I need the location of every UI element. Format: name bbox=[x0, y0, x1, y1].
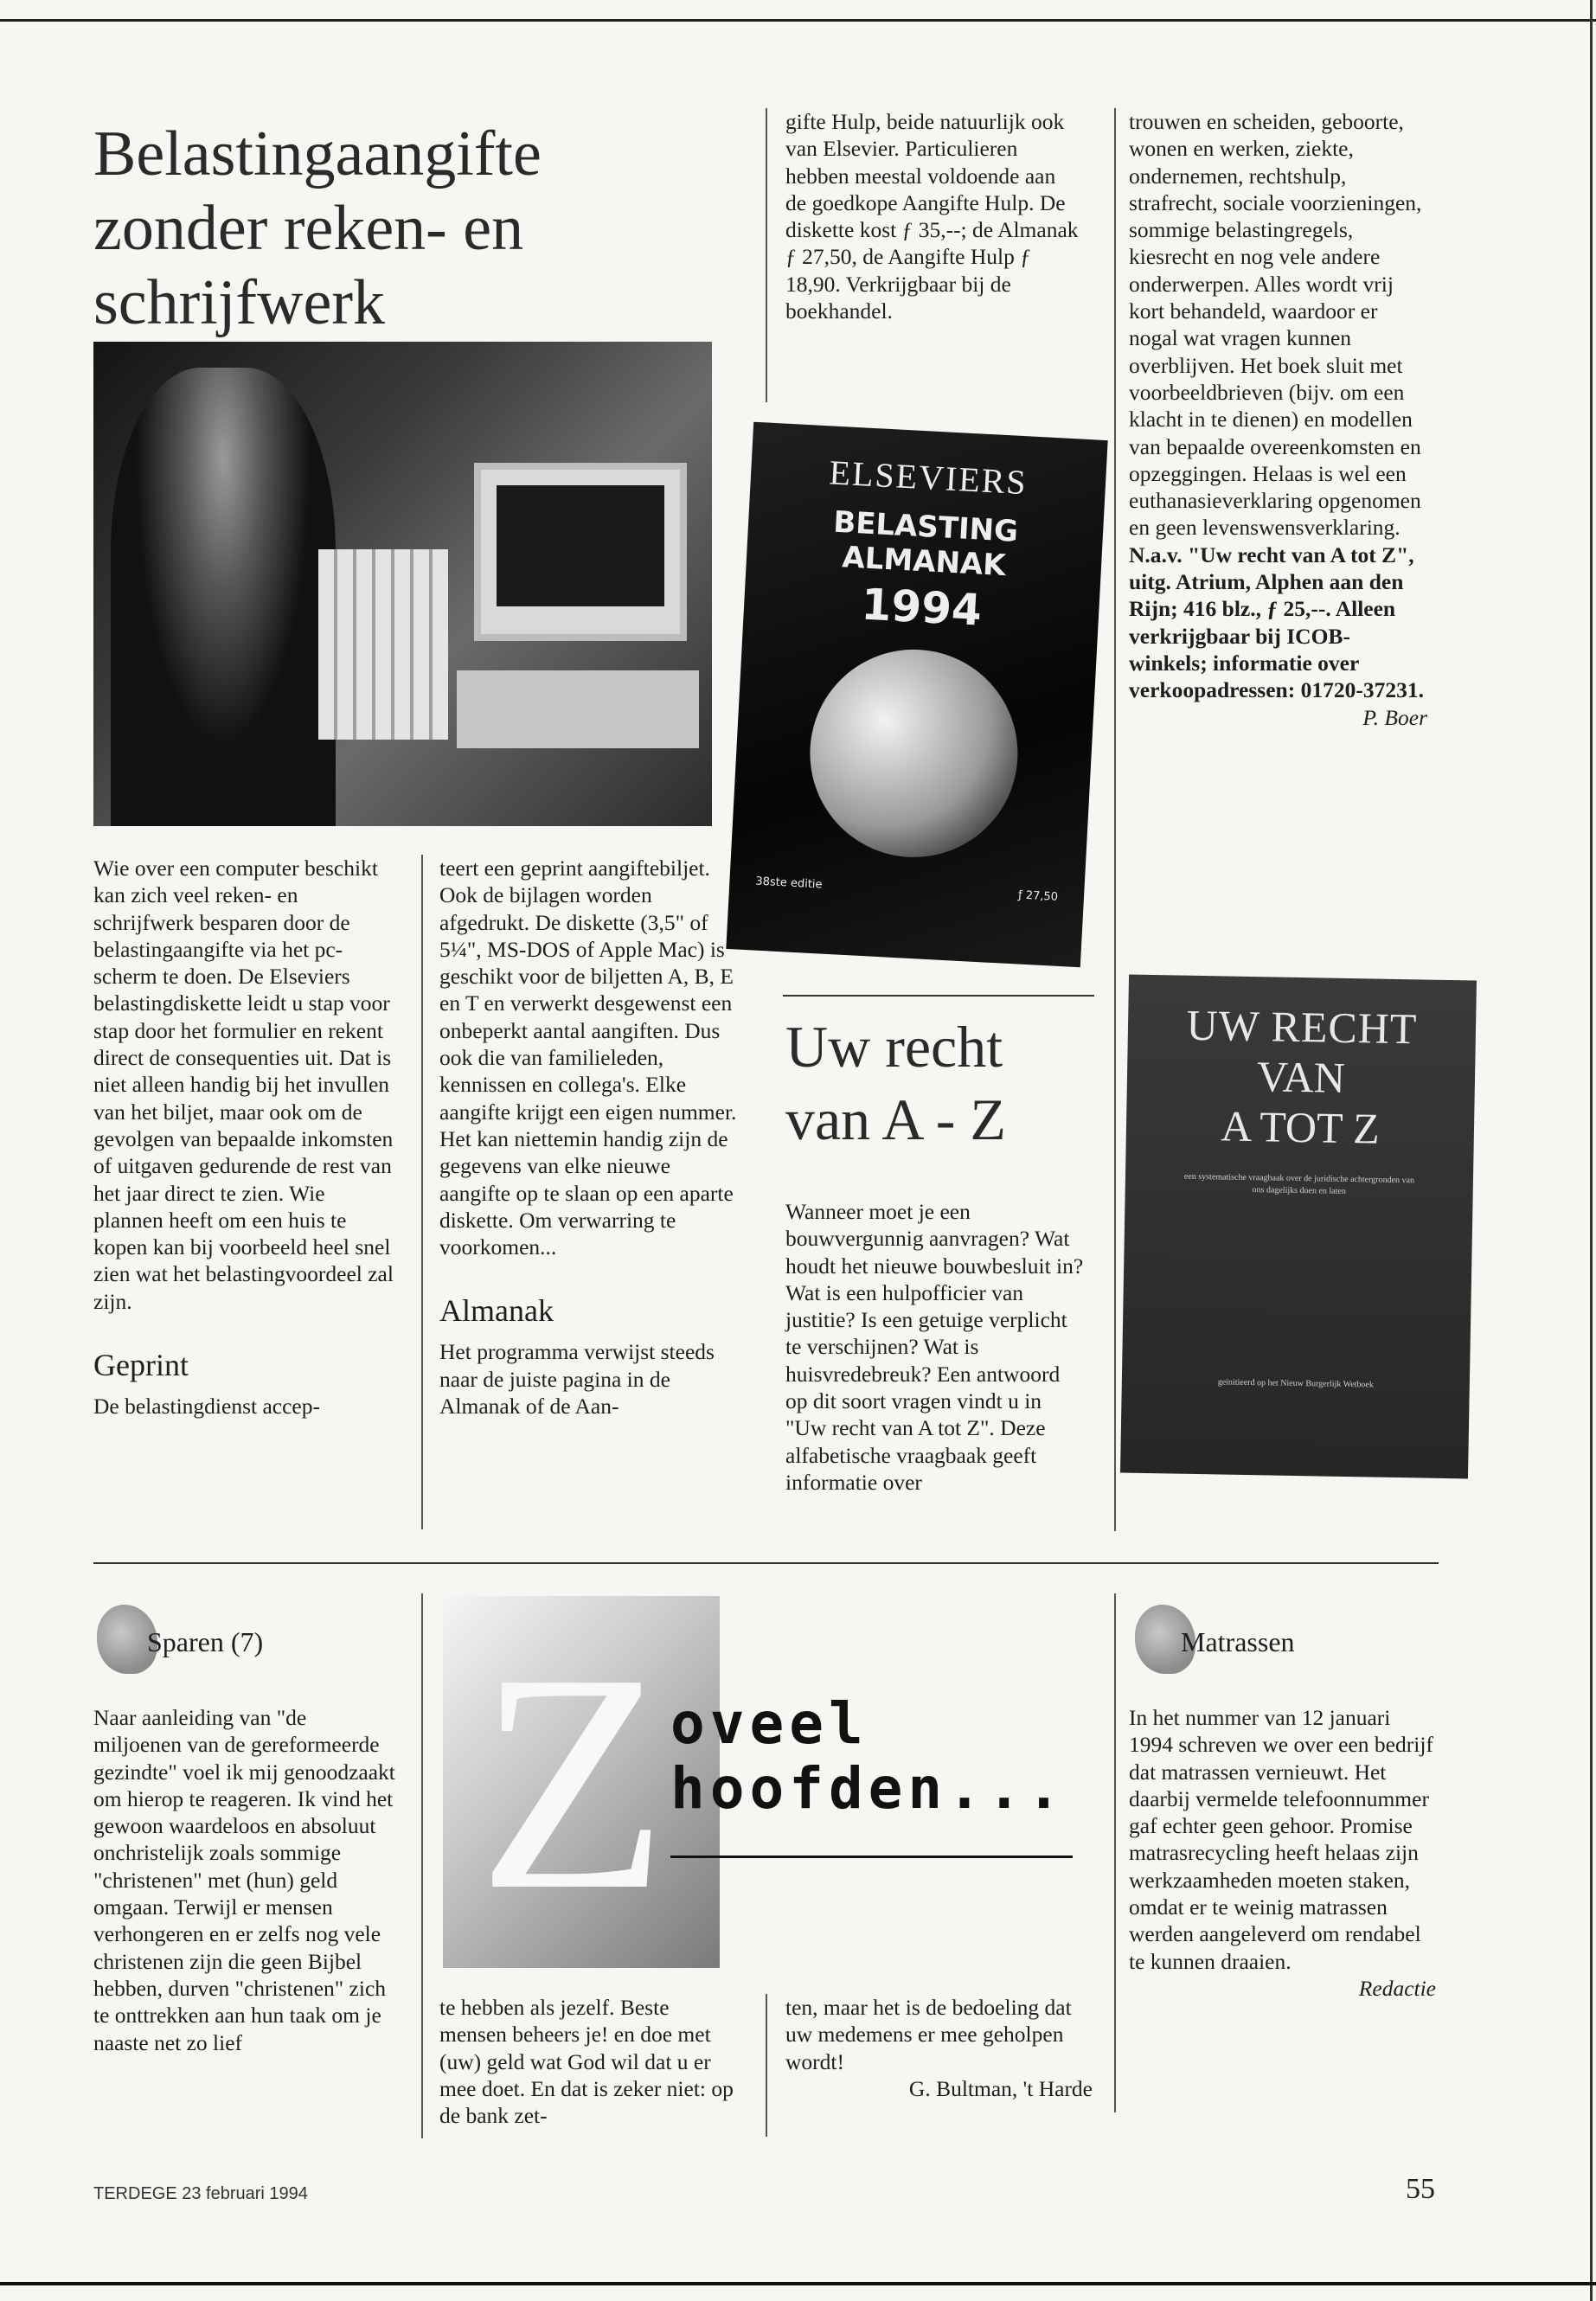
book-price: ƒ 27,50 bbox=[1017, 888, 1059, 904]
article-text: gifte Hulp, beide natuurlijk ook van Elsevier. Particulieren hebben meestal voldoende aan de goedkope Aangifte Hulp. De diskette kost ƒ 35,--; de Almanak ƒ 27,50, de Aangifte Hulp ƒ 18,90. Verkrijgbaar bij de boekhandel. bbox=[785, 109, 1079, 324]
article-column-4 bbox=[785, 1198, 1084, 1496]
book-publisher: ELSEVIERS bbox=[828, 452, 1029, 503]
article-text: teert een geprint aangiftebiljet. Ook de bijlagen worden afgedrukt. De diskette (3,5" of 5¼", MS-DOS of Apple Mac) is geschikt voor de biljetten A, B, E en T en verwerkt desgewenst een onbeperkt aantal aangiften. Dus ook die van familieleden, kennissen en collega's. Elke aangifte krijgt een eigen nummer. Het kan niettemin handig zijn de gegevens van elke nieuwe aangifte op te slaan op een aparte diskette. Om verwarring te voorkomen... bbox=[439, 856, 737, 1260]
letter-column-1 bbox=[93, 1704, 396, 2056]
letter-title: Matrassen bbox=[1181, 1626, 1295, 1657]
article-title: Uw recht van A - Z bbox=[785, 1014, 1006, 1152]
article-title: Belastingaangifte zonder reken- en schrijfwerk bbox=[93, 119, 542, 338]
computer-case-shape bbox=[457, 670, 699, 748]
book-subtitle: een systematische vraagbaak over de juridische achtergronden van ons dagelijks doen en laten bbox=[1183, 1171, 1415, 1196]
book-edition: 38ste editie bbox=[755, 875, 823, 892]
almanak-book-cover bbox=[726, 422, 1107, 968]
letter-column-4 bbox=[1129, 1704, 1436, 2002]
author-signature: P. Boer bbox=[1362, 704, 1427, 730]
letter-column-2 bbox=[439, 1994, 738, 2129]
letter-signature: G. Bultman, 't Harde bbox=[908, 2075, 1093, 2101]
article-column-5 bbox=[1129, 108, 1427, 731]
column-divider bbox=[421, 1593, 423, 2138]
footer-publication: TERDEGE 23 februari 1994 bbox=[93, 2184, 308, 2203]
book-title-line-3: A TOT Z bbox=[1220, 1101, 1381, 1153]
book-title-line-2: VAN bbox=[1256, 1052, 1346, 1102]
book-year: 1994 bbox=[860, 579, 984, 636]
letter-title: Sparen (7) bbox=[147, 1626, 264, 1657]
person-silhouette bbox=[111, 368, 336, 826]
letter-column-3 bbox=[785, 1994, 1093, 2102]
article-column-3 bbox=[785, 108, 1080, 324]
column-divider bbox=[421, 855, 423, 1529]
article-text: De belastingdienst accep- bbox=[93, 1394, 320, 1420]
computer-user-photo bbox=[93, 342, 712, 826]
books-shape bbox=[318, 549, 448, 740]
article-column-2 bbox=[439, 855, 738, 1420]
letter-text: te hebben als jezelf. Beste mensen beheers je! en doe met (uw) geld wat God wil dat u er mee doet. En dat is zeker niet: op de bank zet- bbox=[439, 1995, 734, 2129]
subheading-almanak: Almanak bbox=[439, 1293, 554, 1329]
column-divider bbox=[766, 108, 767, 402]
bottom-border bbox=[0, 2282, 1596, 2285]
section-rule bbox=[783, 995, 1094, 997]
article-text: Het programma verwijst steeds naar de juiste pagina in de Almanak of de Aan- bbox=[439, 1339, 715, 1420]
book-info: N.a.v. "Uw recht van A tot Z", uitg. Atrium, Alphen aan den Rijn; 416 blz., ƒ 25,--. Alleen verkrijgbaar bij ICOB-winkels; informatie over verkoopadressen: 01720-37231. bbox=[1129, 542, 1424, 703]
top-border bbox=[0, 19, 1596, 22]
letter-signature: Redactie bbox=[1358, 1975, 1436, 2001]
article-text: Wanneer moet je een bouwvergunnig aanvragen? Wat houdt het nieuwe bouwbesluit in? Wat is een hulpofficier van justitie? Is een getuige verplicht te verschijnen? Wat is huisvredebreuk? Een antwoord op dit soort vragen vindt u in "Uw recht van A tot Z". Deze alfabetische vraagbaak geeft informatie over bbox=[785, 1199, 1084, 1495]
zoveel-heading-line-1: oveel bbox=[670, 1690, 869, 1757]
right-border bbox=[1590, 0, 1593, 2301]
article-column-1 bbox=[93, 855, 396, 1420]
heading-underline bbox=[670, 1856, 1073, 1858]
coin-image bbox=[804, 644, 1022, 862]
z-letter: Z bbox=[478, 1609, 668, 1954]
letter-text: ten, maar het is de bedoeling dat uw medemens er mee geholpen wordt! bbox=[785, 1995, 1072, 2074]
column-divider bbox=[1114, 1593, 1116, 2112]
book-title-line-1: UW RECHT bbox=[1186, 1000, 1418, 1054]
column-divider bbox=[1114, 108, 1116, 1531]
column-divider bbox=[766, 1994, 767, 2137]
subheading-geprint: Geprint bbox=[93, 1348, 189, 1383]
book-title: BELASTING ALMANAK bbox=[832, 504, 1019, 584]
page-number: 55 bbox=[1406, 2173, 1435, 2205]
book-bottom-text: geïnitieerd op het Nieuw Burgerlijk Wetboek bbox=[1217, 1377, 1374, 1390]
zoveel-heading-line-2: hoofden... bbox=[670, 1755, 1067, 1822]
monitor-shape bbox=[474, 463, 687, 641]
letter-text: Naar aanleiding van "de miljoenen van de gereformeerde gezindte" voel ik mij genoodzaakt om hierop te reageren. Ik vind het gewoon waardeloos en absoluut onchristelijk zoals sommige "christenen" met (hun) geld omgaan. Terwijl er mensen verhongeren en er zelfs nog vele christenen zijn die geen Bijbel hebben, durven "christenen" zich te onttrekken aan hun taak om je naaste net zo lief bbox=[93, 1705, 395, 2055]
letter-text: In het nummer van 12 januari 1994 schreven we over een bedrijf dat matrassen vernieuwt. Het daarbij vermelde telefoonnummer gaf echter geen gehoor. Promise matrasrecycling heeft helaas zijn werkzaamheden moeten staken, omdat er te weinig matrassen werden aangeleverd om rendabel te kunnen draaien. bbox=[1129, 1705, 1433, 1974]
article-text: trouwen en scheiden, geboorte, wonen en werken, ziekte, ondernemen, rechtshulp, strafrecht, sociale voorzieningen, sommige belastingregels, kiesrecht en nog vele andere onderwerpen. Alles wordt vrij kort behandeld, waardoor er nogal wat vragen kunnen overblijven. Het boek sluit met voorbeeldbrieven (bijv. om een klacht in te dienen) en modellen van bepaalde overeenkomsten en opzeggingen. Helaas is wel een euthanasieverklaring opgenomen en geen levenswensverklaring. bbox=[1129, 109, 1422, 541]
article-text: Wie over een computer beschikt kan zich veel reken- en schrijfwerk besparen door de belastingaangifte via het pc-scherm te doen. De Elseviers belastingdiskette leidt u stap voor stap door het formulier en rekent direct de consequenties uit. Dat is niet alleen handig bij het invullen van het biljet, maar ook om de gevolgen van bepaalde inkomsten of uitgaven gedurende de rest van het jaar direct te zien. Wie plannen heeft om een huis te kopen kan bij voorbeeld heel snel zien wat het belastingvoordeel zal zijn. bbox=[93, 856, 394, 1314]
horizontal-divider bbox=[93, 1562, 1439, 1564]
recht-book-cover bbox=[1120, 975, 1477, 1479]
